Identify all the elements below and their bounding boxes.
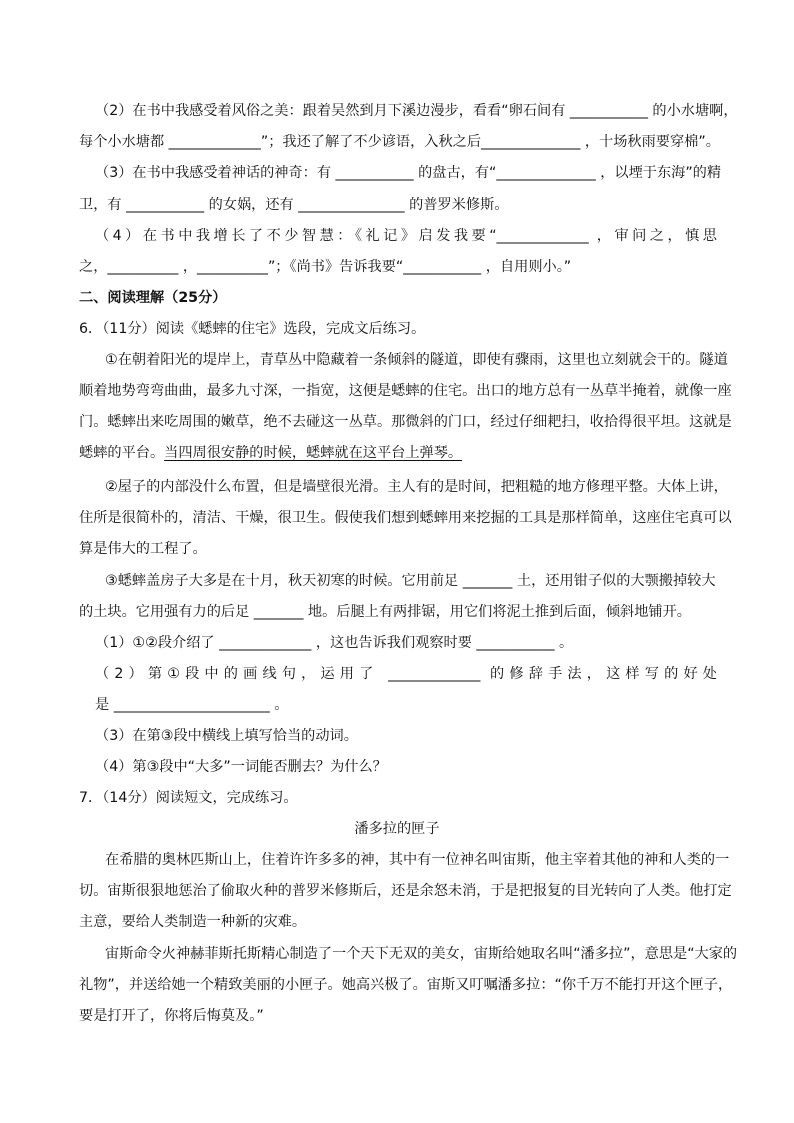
q7-para2-line2: 礼物”，并送给她一个精致美丽的小匣子。她高兴极了。宙斯又叮嘱潘多拉：“你千万不能打开这个匣子，	[79, 977, 733, 993]
q6-subq3: （3）在第③段中横线上填写恰当的动词。	[95, 728, 358, 744]
passage-title: 潘多拉的匣子	[354, 821, 440, 837]
q6-para2-line1: ②屋子的内部没什么布置，但是墙壁很光滑。主人有的是时间，把粗糙的地方修理平整。大体上讲，	[105, 479, 728, 495]
q5-item4-line1: （4）在书中我增长了不少智慧：《礼记》启发我要“_____________ ，审问之，慎思	[95, 228, 717, 244]
q6-para2-line3: 算是伟大的工程了。	[79, 541, 207, 557]
q5-item3-line2: 卫，有 ___________ 的女娲，还有 _______________ 的普罗米修斯。	[79, 197, 509, 213]
q6-para3-line2: 的土块。它用强有力的后足 _______ 地。后腿上有两排锯，用它们将泥土推到后面，倾斜地铺开。	[79, 604, 691, 620]
q6-para2-line2: 住所是很简朴的，清洁、干燥，很卫生。假使我们想到蟋蟀用来挖掘的工具是那样简单，这座住宅真可以	[79, 510, 732, 526]
q6-subq2-line1: （2）第①段中的画线句，运用了 _____________ 的修辞手法，这样写的好处	[95, 666, 717, 682]
question-6-stem: 6．（11分）阅读《蟋蟀的住宅》选段，完成文后练习。	[79, 321, 426, 337]
q7-para1-line3: 主意，要给人类制造一种新的灾难。	[79, 914, 307, 930]
q6-subq1: （1）①②段介绍了 _____________ ，这也告诉我们观察时要 ___________ 。	[95, 635, 574, 651]
section-heading-reading: 二、阅读理解（25分）	[79, 290, 227, 306]
q5-item4-line2: 之，__________ ，__________”；《尚书》告诉我要“___________ ，自用则小。”	[79, 259, 572, 275]
q6-para3-line1: ③蟋蟀盖房子大多是在十月，秋天初寒的时候。它用前足 _______ 土，还用钳子似的大颚搬掉较大	[105, 573, 716, 589]
q7-para1-line2: 切。宙斯很狠地惩治了偷取火种的普罗米修斯后，还是余怒未消，于是把报复的目光转向了人类。他打定	[79, 883, 732, 899]
q5-item2-line2: 每个小水塘都 _____________”；我还了解了不少谚语，入秋之后______________ ，十场秋雨要穿棉”。	[79, 134, 720, 150]
q7-para2-line1: 宙斯命令火神赫菲斯托斯精心制造了一个天下无双的美女，宙斯给她取名叫“潘多拉”，意思是“大家的	[105, 946, 738, 962]
q6-para1-line2: 顺着地势弯弯曲曲，最多九寸深，一指宽，这便是蟋蟀的住宅。出口的地方总有一丛草半掩着，就像一座	[79, 383, 732, 399]
q6-para1-line3: 门。蟋蟀出来吃周围的嫩草，绝不去碰这一丛草。那微斜的门口，经过仔细耙扫，收拾得很平坦。这就是	[79, 414, 732, 430]
q7-para2-line3: 要是打开了，你将后悔莫及。”	[79, 1008, 264, 1024]
q6-subq2-line2: 是 ______________________ 。	[95, 697, 289, 713]
q5-item2-line1: （2）在书中我感受着风俗之美：跟着吴然到月下溪边漫步，看看“卵石间有 ___________ 的小水塘啊，	[95, 103, 738, 119]
q6-para1-line1: ①在朝着阳光的堤岸上，青草丛中隐藏着一条倾斜的隧道，即使有骤雨，这里也立刻就会干的。隧道	[105, 352, 728, 368]
q6-subq4: （4）第③段中“大多”一词能否删去？为什么？	[95, 759, 387, 775]
q5-item3-line1: （3）在书中我感受着神话的神奇：有 ___________ 的盘古，有“______________ ，以堙于东海”的精	[95, 165, 722, 181]
q7-para1-line1: 在希腊的奥林匹斯山上，住着许许多多的神，其中有一位神名叫宙斯，他主宰着其他的神和人类的一	[105, 852, 730, 868]
q6-para1-line4	[79, 443, 462, 463]
question-7-stem: 7．（14分）阅读短文，完成练习。	[79, 790, 298, 806]
q6-para1-line4-text: 蟋蟀的平台。	[79, 445, 165, 461]
underlined-sentence: 当四周很安静的时候，蟋蟀就在这平台上弹琴。	[164, 445, 463, 461]
